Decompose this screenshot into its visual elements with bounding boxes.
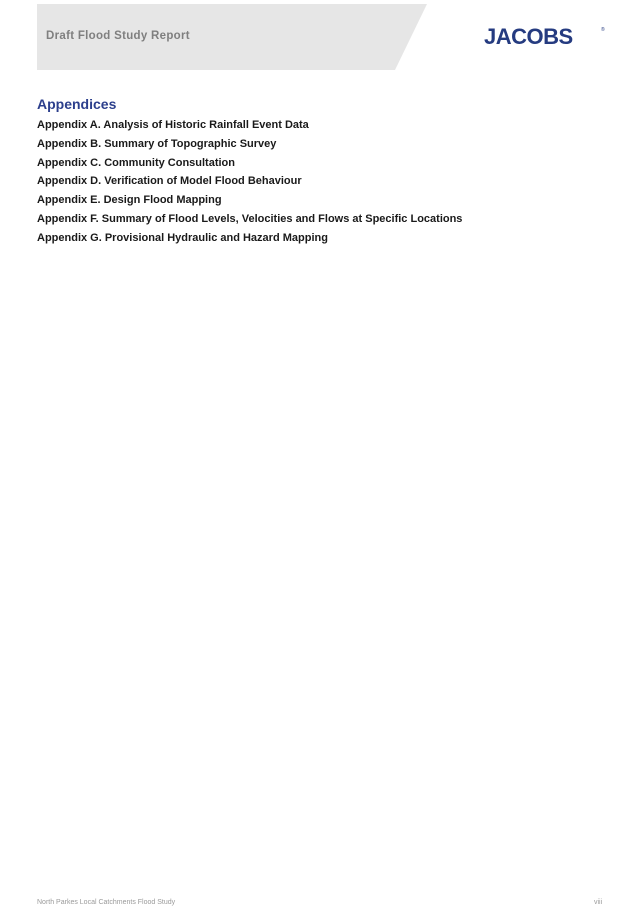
appendix-item-g: Appendix G. Provisional Hydraulic and Hazard Mapping <box>37 231 328 244</box>
appendix-list <box>37 118 462 250</box>
logo-registered-mark: ® <box>601 27 605 33</box>
appendix-item-e: Appendix E. Design Flood Mapping <box>37 194 222 207</box>
footer-document-name: North Parkes Local Catchments Flood Study <box>37 899 176 906</box>
appendix-item-b: Appendix B. Summary of Topographic Survey <box>37 137 277 150</box>
page-heading: Appendices <box>37 96 117 112</box>
appendix-item-d: Appendix D. Verification of Model Flood Behaviour <box>37 175 302 188</box>
appendix-item-a: Appendix A. Analysis of Historic Rainfall Event Data <box>37 119 309 131</box>
appendix-item-f: Appendix F. Summary of Flood Levels, Velocities and Flows at Specific Locations <box>37 212 463 225</box>
report-title: Draft Flood Study Report <box>46 30 190 42</box>
appendix-item-c: Appendix C. Community Consultation <box>37 156 235 169</box>
jacobs-logo: JACOBS <box>484 24 573 49</box>
footer-page-number: viii <box>594 899 603 906</box>
